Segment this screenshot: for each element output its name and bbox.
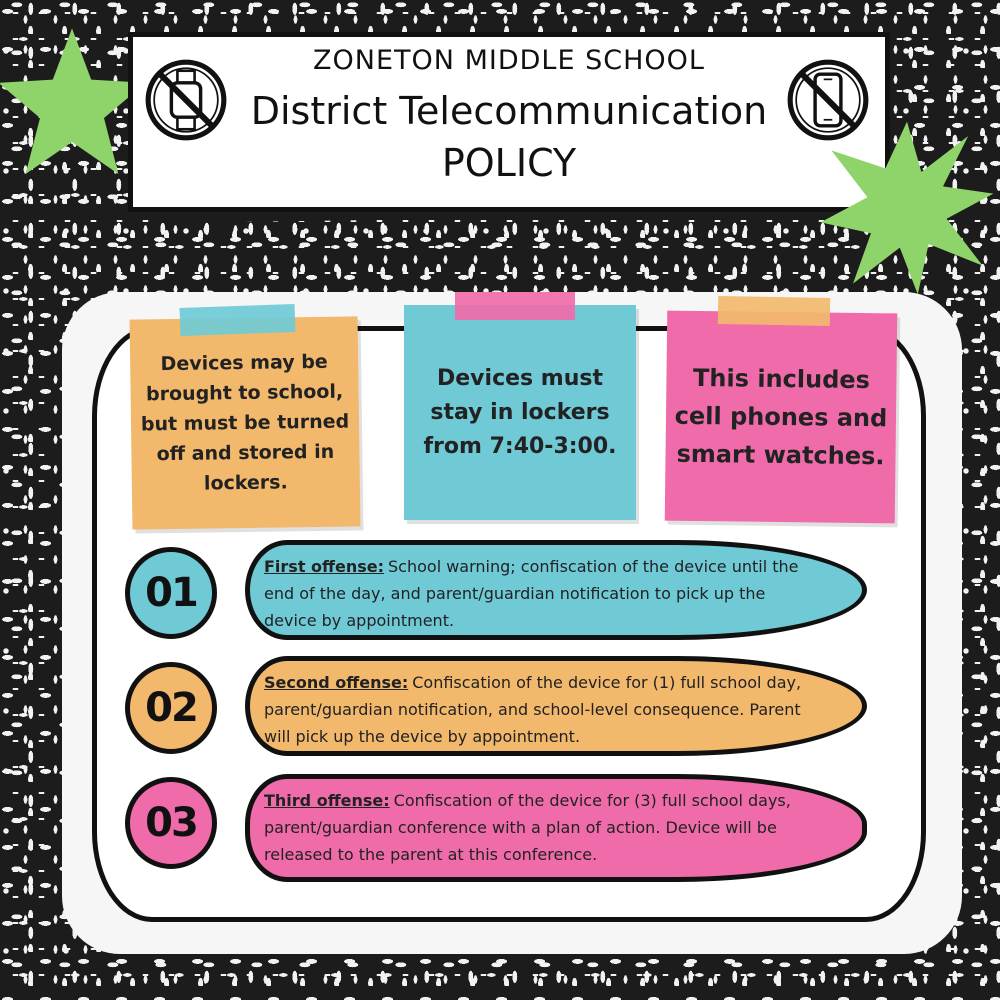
offense-text: Confiscation of the device for (1) full school day, parent/guardian notification, and school-level consequence. Parent will pick up the device by appointment. [264,673,802,746]
offense-number-badge: 01 [125,547,217,639]
sticky-note-includes [665,311,898,524]
page-title: District Telecommunication [250,89,768,133]
sticky-note-text: Devices may be brought to school, but must be turned off and stored in lockers. [140,350,350,495]
offense-label: Third offense: [264,791,390,810]
sticky-note-lockers-time [404,305,636,520]
sticky-note-devices-brought [130,316,361,529]
sticky-note-text: Devices must stay in lockers from 7:40-3:00. [423,365,617,459]
offense-number-badge: 03 [125,777,217,869]
offense-label: Second offense: [264,673,409,692]
tape-strip [180,304,296,336]
offense-text: Confiscation of the device for (3) full school days, parent/guardian conference with a plan of action. Device will be released to the parent at this conference. [264,791,791,864]
first-offense-card [245,540,867,640]
header-banner [128,32,890,212]
page-subtitle: POLICY [441,141,577,185]
offense-label: First offense: [264,557,385,576]
tape-strip [455,292,575,320]
green-burst-right [812,118,1000,298]
third-offense-card [245,774,867,882]
second-offense-card [245,656,867,756]
school-name: ZONETON MIDDLE SCHOOL [313,45,705,76]
offense-number-badge: 02 [125,662,217,754]
tape-strip [718,296,830,326]
sticky-note-text: This includes cell phones and smart watches. [674,363,888,471]
no-smartwatch-icon [143,57,229,143]
offense-text: School warning; confiscation of the device until the end of the day, and parent/guardian notification to pick up the device by appointment. [264,557,799,630]
